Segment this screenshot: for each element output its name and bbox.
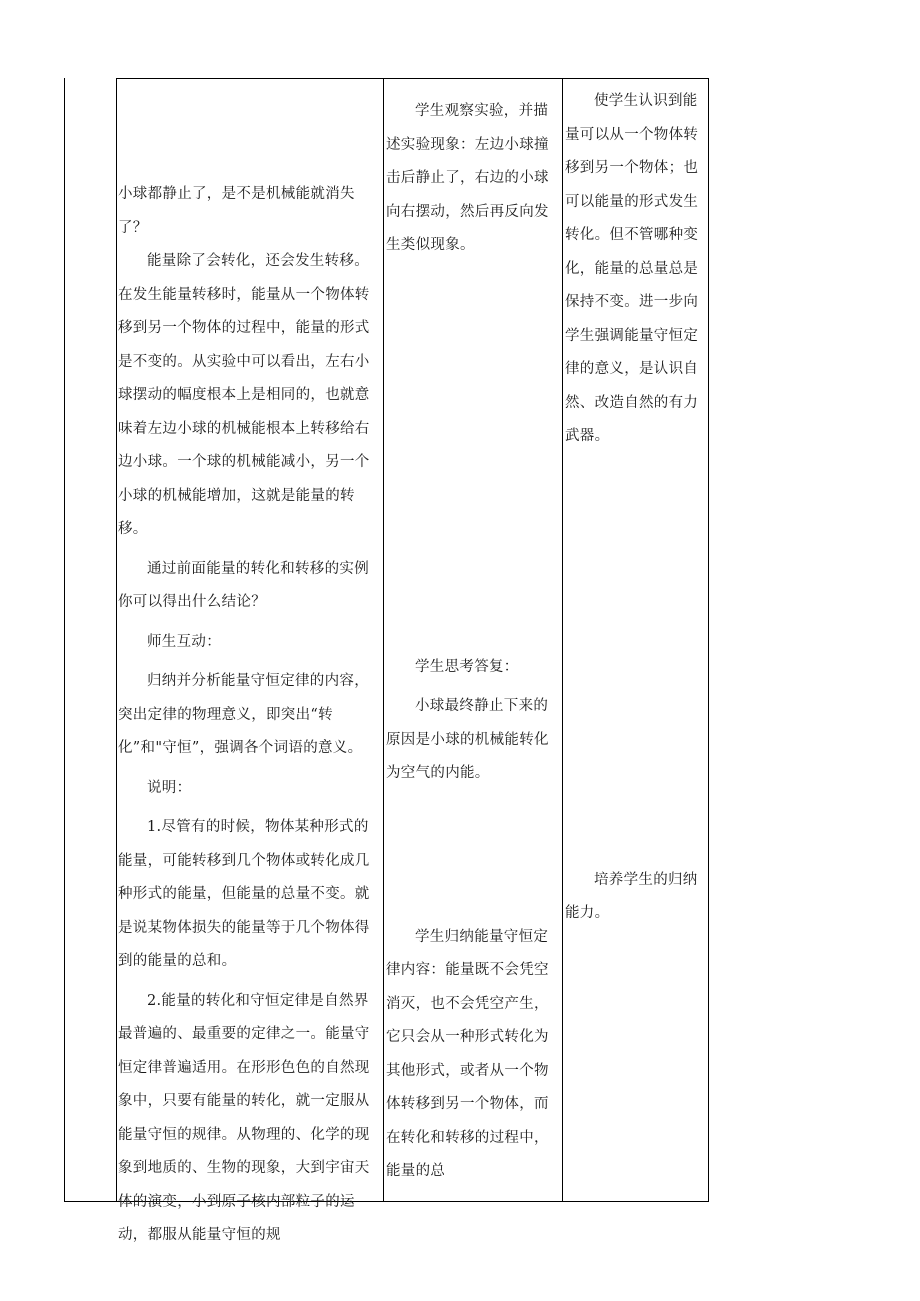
teacher-activity-cell (118, 178, 380, 1253)
table-border-col2-right (383, 78, 384, 1202)
student-answer-label: 学生思考答复： (415, 658, 519, 675)
interaction-label: 师生互动： (147, 633, 221, 650)
student-summary: 学生归纳能量守恒定律内容：能量既不会凭空消灭，也不会凭空产生，它只会从一种形式转化为其他形式，或者从一个物体转移到另一个物体，而在转化和转移的过程中，能量的总 (386, 928, 549, 1179)
student-observation: 学生观察实验，并描述实验现象：左边小球撞击后静止了，右边的小球向右摆动，然后再反向发生类似现象。 (386, 103, 549, 253)
intent-induction-ability: 培养学生的归纳能力。 (565, 871, 698, 921)
table-border-col3-right (562, 78, 563, 1202)
table-border-far-left (64, 78, 65, 1202)
table-border-right (708, 78, 709, 1202)
student-answer: 小球最终静止下来的原因是小球的机械能转化为空气的内能。 (386, 698, 549, 781)
design-intent-cell (565, 85, 705, 931)
note-item-1: 1.尽管有的时候，物体某种形式的能量，可能转移到几个物体或转化成几种形式的能量，但能量的总量不变。就是说某物体损失的能量等于几个物体得到的能量的总和。 (118, 819, 370, 969)
student-activity-cell (386, 95, 558, 1189)
question-mechanical-energy: 小球都静止了，是不是机械能就消失了？ (118, 186, 355, 236)
note-item-2: 2.能量的转化和守恒定律是自然界最普遍的、最重要的定律之一。能量守恒定律普遍适用。在形形色色的自然现象中，只要有能量的转化，就一定服从能量守恒的规律。从物理的、化学的现象到地质的、生物的现象，大到宇宙天体的演变，小到原子核内部粒子的运动，都服从能量守恒的规 (118, 992, 370, 1243)
table-border-col1-right (116, 78, 117, 1202)
intent-energy-conservation: 使学生认识到能量可以从一个物体转移到另一个物体；也可以能量的形式发生转化。但不管哪种变化，能量的总量总是保持不变。进一步向学生强调能量守恒定律的意义，是认识自然、改造自然的有力武器。 (565, 93, 699, 444)
table-border-top (116, 78, 709, 79)
summary-instruction: 归纳并分析能量守恒定律的内容，突出定律的物理意义，即突出“转化”和"守恒”，强调各个词语的意义。 (118, 673, 369, 756)
conclusion-question: 通过前面能量的转化和转移的实例你可以得出什么结论？ (118, 560, 369, 610)
energy-transfer-explanation: 能量除了会转化，还会发生转移。在发生能量转移时，能量从一个物体转移到另一个物体的过程中，能量的形式是不变的。从实验中可以看出，左右小球摆动的幅度根本上是相同的，也就意味着左边小球的机械能根本上转移给右边小球。一个球的机械能减小，另一个小球的机械能增加，这就是能量的转移。 (118, 253, 370, 537)
notes-label: 说明： (147, 779, 192, 796)
